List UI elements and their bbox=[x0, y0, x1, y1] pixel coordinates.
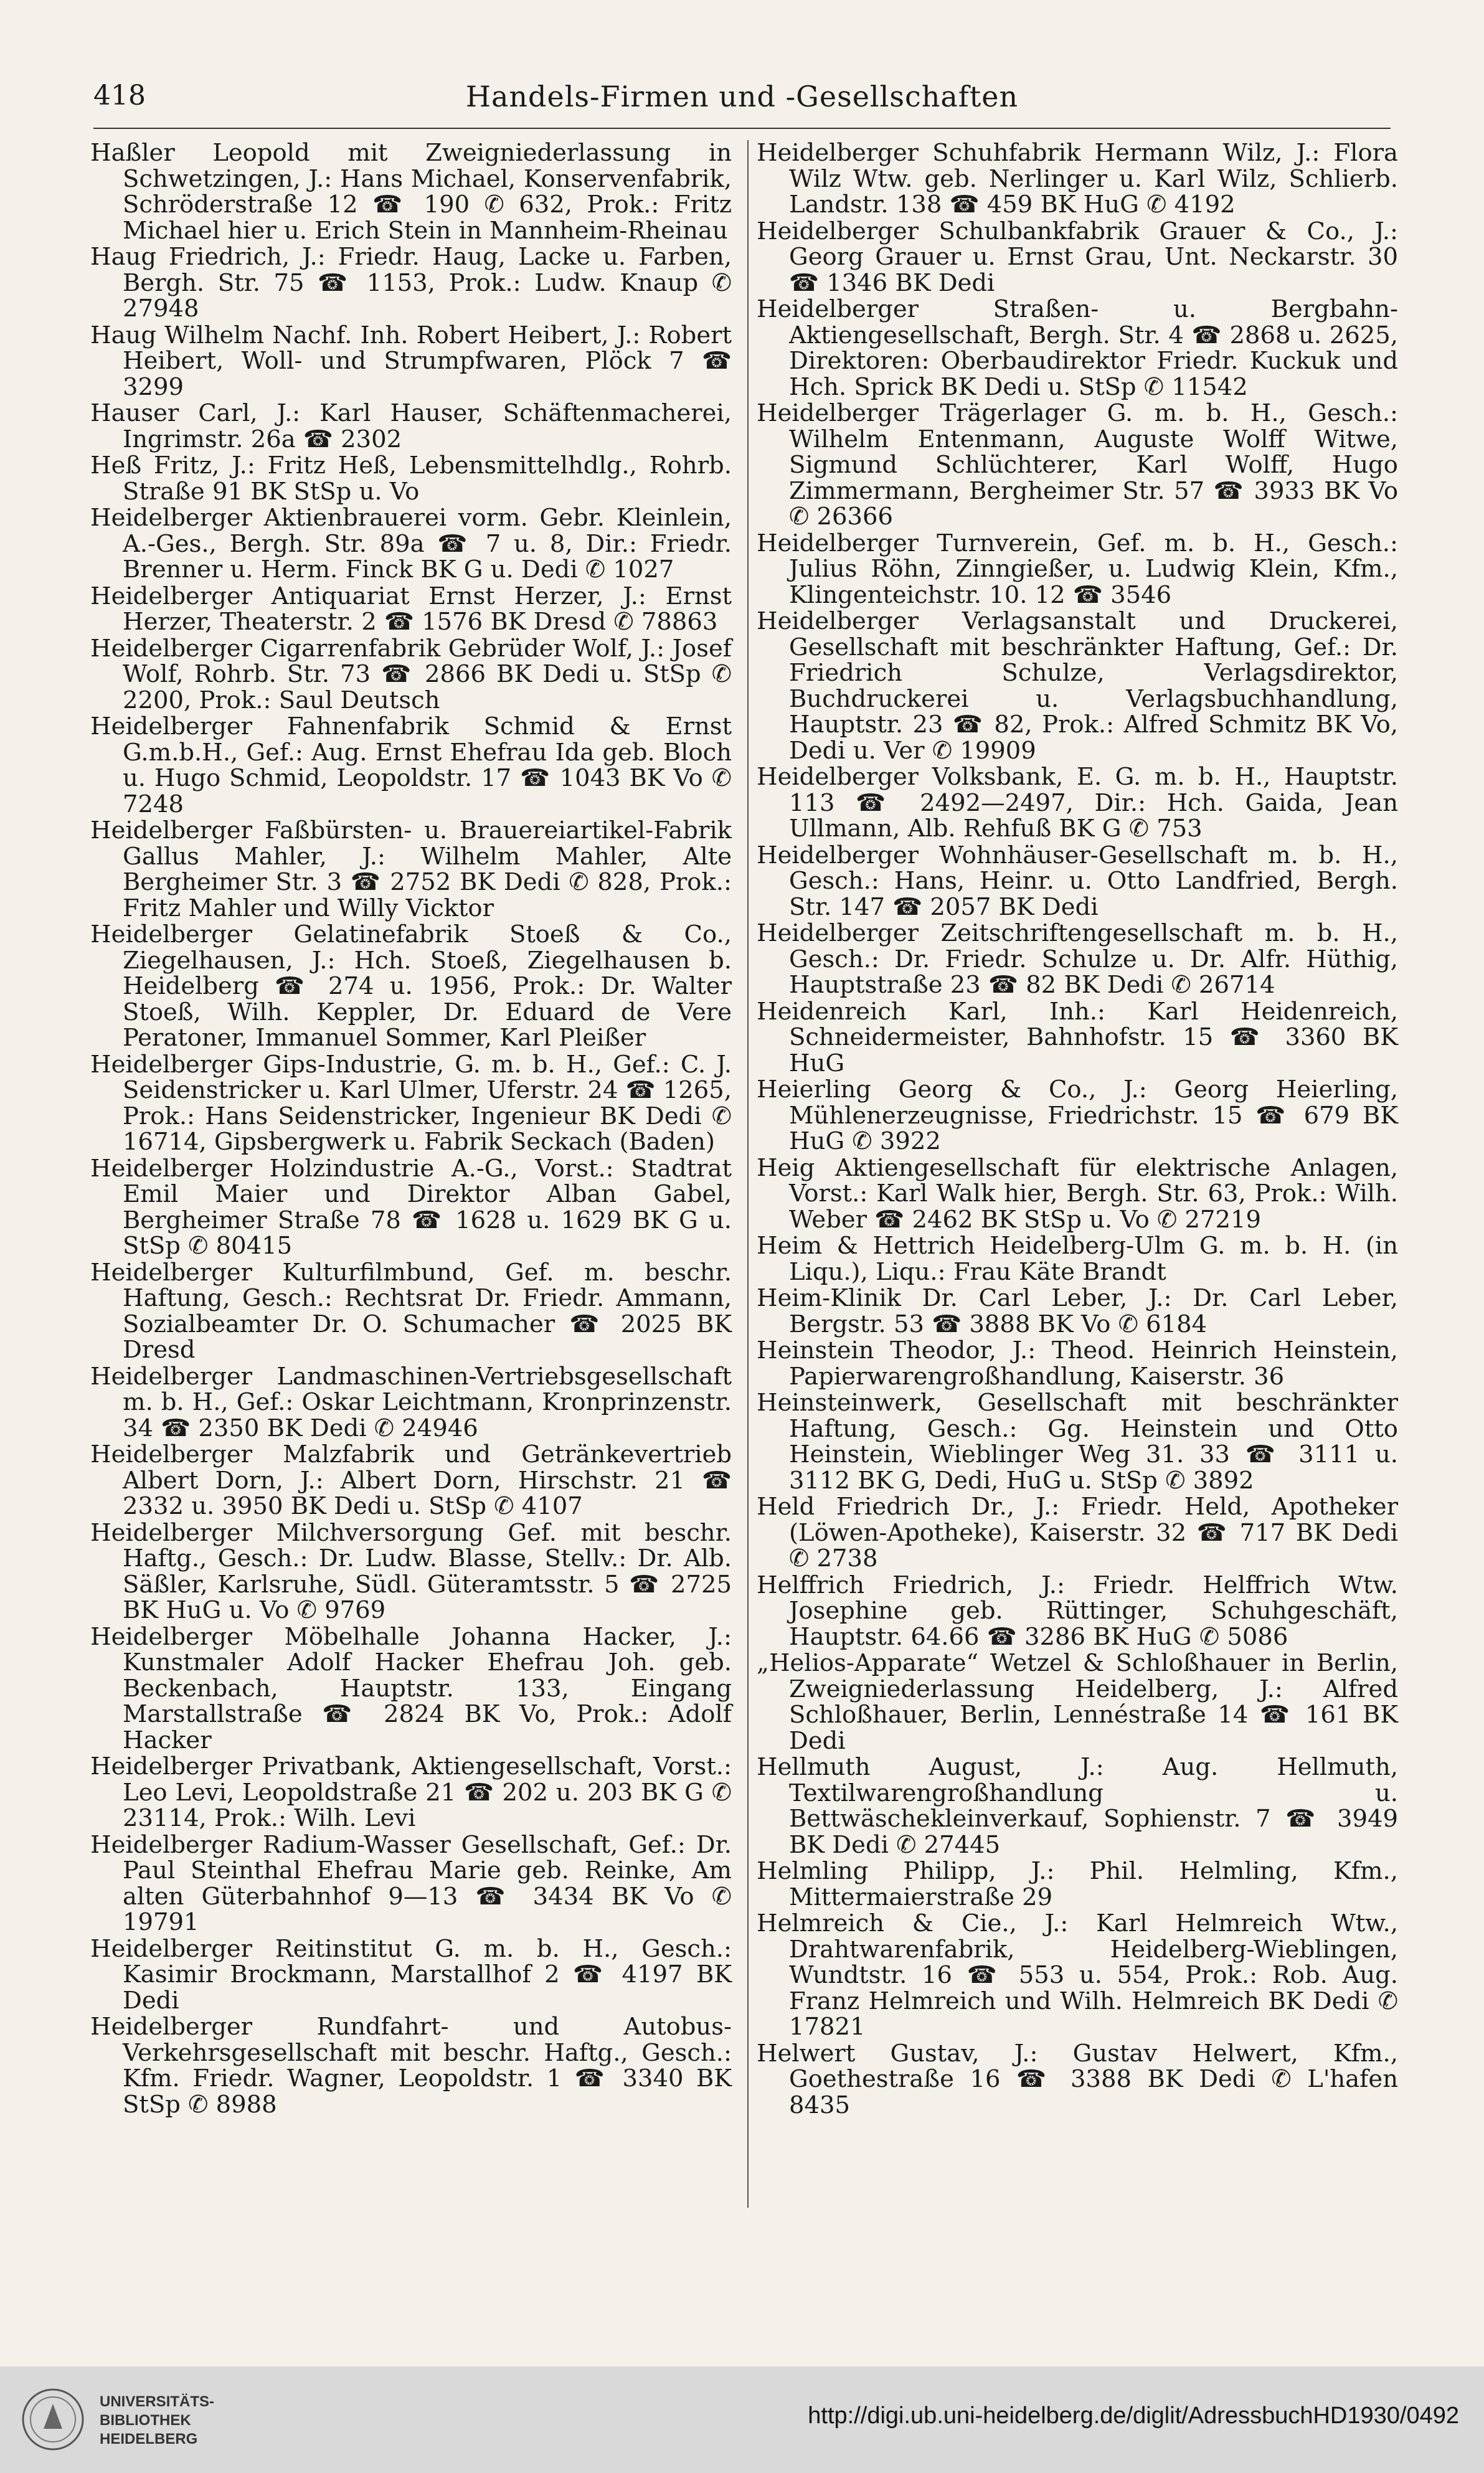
page-number: 418 bbox=[93, 80, 146, 111]
directory-entry: Haug Wilhelm Nachf. Inh. Robert Heibert, J.: Robert Heibert, Woll- und Strumpfwaren, Plöck 7 ☎ 3299 bbox=[90, 321, 732, 401]
directory-entry: Heidelberger Radium-Wasser Gesellschaft, Gef.: Dr. Paul Steinthal Ehefrau Marie geb. Reinke, Am alten Güterbahnhof 9—13 ☎ 3434 BK Vo ✆ 19791 bbox=[90, 1830, 732, 1936]
page-header bbox=[93, 80, 1391, 123]
directory-entry: Heidelberger Rundfahrt- und Autobus-Verkehrsgesellschaft mit beschr. Haftg., Gesch.: Kfm. Friedr. Wagner, Leopoldstr. 1 ☎ 3340 BK StSp ✆ 8988 bbox=[90, 2013, 732, 2119]
directory-entry: Heidelberger Holzindustrie A.-G., Vorst.: Stadtrat Emil Maier und Direktor Alban Gabel, Bergheimer Straße 78 ☎ 1628 u. 1629 BK G u. StSp ✆ 80415 bbox=[90, 1154, 732, 1260]
university-seal-icon bbox=[19, 2385, 93, 2454]
directory-entry: Helwert Gustav, J.: Gustav Helwert, Kfm., Goethestraße 16 ☎ 3388 BK Dedi ✆ L'hafen 8435 bbox=[757, 2039, 1398, 2119]
directory-entry: Held Friedrich Dr., J.: Friedr. Held, Apotheker (Löwen-Apotheke), Kaiserstr. 32 ☎ 717 BK Dedi ✆ 2738 bbox=[757, 1493, 1398, 1572]
column-divider bbox=[747, 140, 749, 2208]
directory-entry: Heig Aktiengesellschaft für elektrische Anlagen, Vorst.: Karl Walk hier, Bergh. Str. 63, Prok.: Wilh. Weber ☎ 2462 BK StSp u. Vo ✆ 27219 bbox=[757, 1153, 1398, 1234]
directory-entry: Heidelberger Schuhfabrik Hermann Wilz, J.: Flora Wilz Wtw. geb. Nerlinger u. Karl Wilz, Schlierb. Landstr. 138 ☎ 459 BK HuG ✆ 4192 bbox=[757, 139, 1398, 219]
directory-entry: Heidelberger Möbelhalle Johanna Hacker, J.: Kunstmaler Adolf Hacker Ehefrau Joh. geb. Beckenbach, Hauptstr. 133, Eingang Marstallstraße ☎ 2824 BK Vo, Prok.: Adolf Hacker bbox=[90, 1622, 732, 1754]
directory-entry: Haug Friedrich, J.: Friedr. Haug, Lacke u. Farben, Bergh. Str. 75 ☎ 1153, Prok.: Ludw. Knaup ✆ 27948 bbox=[90, 243, 732, 323]
directory-entry: Heidelberger Faßbürsten- u. Brauereiartikel-Fabrik Gallus Mahler, J.: Wilhelm Mahler, Alte Bergheimer Str. 3 ☎ 2752 BK Dedi ✆ 828, Prok.: Fritz Mahler und Willy Vicktor bbox=[90, 816, 732, 922]
directory-entry: Heidelberger Schulbankfabrik Grauer & Co., J.: Georg Grauer u. Ernst Grau, Unt. Neckarstr. 30 ☎ 1346 BK Dedi bbox=[757, 217, 1398, 297]
directory-entry: Heidelberger Wohnhäuser-Gesellschaft m. b. H., Gesch.: Hans, Heinr. u. Otto Landfried, Bergh. Str. 147 ☎ 2057 BK Dedi bbox=[757, 841, 1398, 921]
right-column bbox=[757, 140, 1398, 2119]
directory-entry: Heidelberger Aktienbrauerei vorm. Gebr. Kleinlein, A.-Ges., Bergh. Str. 89a ☎ 7 u. 8, Dir.: Friedr. Brenner u. Herm. Finck BK G u. Dedi ✆ 1027 bbox=[90, 504, 732, 584]
directory-entry: Heidelberger Zeitschriftengesellschaft m. b. H., Gesch.: Dr. Friedr. Schulze u. Dr. Alfr. Hüthig, Hauptstraße 23 ☎ 82 BK Dedi ✆ 26714 bbox=[757, 919, 1398, 999]
directory-entry: Helmling Philipp, J.: Phil. Helmling, Kfm., Mittermaierstraße 29 bbox=[757, 1857, 1398, 1911]
directory-entry: Heidelberger Verlagsanstalt und Druckerei, Gesellschaft mit beschränkter Haftung, Gef.: Dr. Friedrich Schulze, Verlagsdirektor, Buchdruckerei u. Verlagsbuchhandlung, Hauptstr. 23 ☎ 82, Prok.: Alfred Schmitz BK Vo, Dedi u. Ver ✆ 19909 bbox=[757, 607, 1398, 765]
directory-entry: Heierling Georg & Co., J.: Georg Heierling, Mühlenerzeugnisse, Friedrichstr. 15 ☎ 679 BK HuG ✆ 3922 bbox=[757, 1076, 1398, 1155]
directory-entry: Hellmuth August, J.: Aug. Hellmuth, Textilwarengroßhandlung u. Bettwäschekleinverkauf, Sophienstr. 7 ☎ 3949 BK Dedi ✆ 27445 bbox=[757, 1753, 1398, 1859]
directory-entry: Heinsteinwerk, Gesellschaft mit beschränkter Haftung, Gesch.: Gg. Heinstein und Otto Heinstein, Wieblinger Weg 31. 33 ☎ 3111 u. 3112 BK G, Dedi, HuG u. StSp ✆ 3892 bbox=[757, 1389, 1398, 1495]
directory-entry: Helffrich Friedrich, J.: Friedr. Helffrich Wtw. Josephine geb. Rüttinger, Schuhgeschäft, Hauptstr. 64.66 ☎ 3286 BK HuG ✆ 5086 bbox=[757, 1571, 1398, 1651]
directory-entry: Helmreich & Cie., J.: Karl Helmreich Wtw., Drahtwarenfabrik, Heidelberg-Wieblingen, Wundtstr. 16 ☎ 553 u. 554, Prok.: Rob. Aug. Franz Helmreich und Wilh. Helmreich BK Dedi ✆ 17821 bbox=[757, 1909, 1398, 2041]
directory-entry: „Helios-Apparate“ Wetzel & Schloßhauer in Berlin, Zweigniederlassung Heidelberg, J.: Alfred Schloßhauer, Berlin, Lennéstraße 14 ☎ 161 BK Dedi bbox=[757, 1649, 1398, 1755]
directory-entry: Heidelberger Gelatinefabrik Stoeß & Co., Ziegelhausen, J.: Hch. Stoeß, Ziegelhausen b. Heidelberg ☎ 274 u. 1956, Prok.: Dr. Walter Stoeß, Wilh. Keppler, Dr. Eduard de Vere Peratoner, Immanuel Sommer, Karl Pleißer bbox=[90, 920, 732, 1052]
directory-entry: Heinstein Theodor, J.: Theod. Heinrich Heinstein, Papierwarengroßhandlung, Kaiserstr. 36 bbox=[757, 1336, 1398, 1391]
directory-entry: Heidelberger Straßen- u. Bergbahn-Aktiengesellschaft, Bergh. Str. 4 ☎ 2868 u. 2625, Direktoren: Oberbaudirektor Friedr. Kuckuk und Hch. Sprick BK Dedi u. StSp ✆ 11542 bbox=[757, 295, 1398, 401]
directory-entry: Heidelberger Volksbank, E. G. m. b. H., Hauptstr. 113 ☎ 2492—2497, Dir.: Hch. Gaida, Jean Ullmann, Alb. Rehfuß BK G ✆ 753 bbox=[757, 763, 1398, 843]
directory-entry: Heidelberger Malzfabrik und Getränkevertrieb Albert Dorn, J.: Albert Dorn, Hirschstr. 21 ☎ 2332 u. 3950 BK Dedi u. StSp ✆ 4107 bbox=[90, 1440, 732, 1520]
directory-entry: Heidelberger Cigarrenfabrik Gebrüder Wolf, J.: Josef Wolf, Rohrb. Str. 73 ☎ 2866 BK Dedi u. StSp ✆ 2200, Prok.: Saul Deutsch bbox=[90, 634, 732, 714]
page-title: Handels-Firmen und -Gesellschaften bbox=[465, 80, 1019, 113]
header-rule bbox=[93, 128, 1391, 129]
directory-entry: Heidelberger Kulturfilmbund, Gef. m. beschr. Haftung, Gesch.: Rechtsrat Dr. Friedr. Ammann, Sozialbeamter Dr. O. Schumacher ☎ 2025 BK Dresd bbox=[90, 1258, 732, 1364]
directory-entry: Haßler Leopold mit Zweigniederlassung in Schwetzingen, J.: Hans Michael, Konservenfabrik, Schröderstraße 12 ☎ 190 ✆ 632, Prok.: Fritz Michael hier u. Erich Stein in Mannheim-Rheinau bbox=[90, 139, 732, 245]
directory-entry: Heidelberger Milchversorgung Gef. mit beschr. Haftg., Gesch.: Dr. Ludw. Blasse, Stellv.: Dr. Alb. Säßler, Karlsruhe, Südl. Güteramtsstr. 5 ☎ 2725 BK HuG u. Vo ✆ 9769 bbox=[90, 1518, 732, 1624]
directory-entry: Heim & Hettrich Heidelberg-Ulm G. m. b. H. (in Liqu.), Liqu.: Frau Käte Brandt bbox=[757, 1232, 1398, 1286]
logo-line-2: BIBLIOTHEK bbox=[100, 2412, 191, 2429]
directory-entry: Heidelberger Privatbank, Aktiengesellschaft, Vorst.: Leo Levi, Leopoldstraße 21 ☎ 202 u. 203 BK G ✆ 23114, Prok.: Wilh. Levi bbox=[90, 1752, 732, 1832]
directory-entry: Heidelberger Turnverein, Gef. m. b. H., Gesch.: Julius Röhn, Zinngießer, u. Ludwig Klein, Kfm., Klingenteichstr. 10. 12 ☎ 3546 bbox=[757, 529, 1398, 609]
footer-bar bbox=[0, 2367, 1484, 2473]
directory-entry: Heidelberger Landmaschinen-Vertriebsgesellschaft m. b. H., Gef.: Oskar Leichtmann, Kronprinzenstr. 34 ☎ 2350 BK Dedi ✆ 24946 bbox=[90, 1362, 732, 1442]
left-column bbox=[90, 140, 732, 2118]
source-url-link[interactable]: http://digi.ub.uni-heidelberg.de/diglit/AdressbuchHD1930/0492 bbox=[808, 2403, 1459, 2429]
directory-entry: Heidelberger Reitinstitut G. m. b. H., Gesch.: Kasimir Brockmann, Marstallhof 2 ☎ 4197 BK Dedi bbox=[90, 1934, 732, 2015]
directory-entry: Heim-Klinik Dr. Carl Leber, J.: Dr. Carl Leber, Bergstr. 53 ☎ 3888 BK Vo ✆ 6184 bbox=[757, 1284, 1398, 1338]
directory-entry: Heidelberger Antiquariat Ernst Herzer, J.: Ernst Herzer, Theaterstr. 2 ☎ 1576 BK Dresd ✆ 78863 bbox=[90, 582, 732, 636]
library-logo-text bbox=[100, 2393, 214, 2449]
directory-entry: Heidelberger Trägerlager G. m. b. H., Gesch.: Wilhelm Entenmann, Auguste Wolff Witwe, Sigmund Schlüchterer, Karl Wolff, Hugo Zimmermann, Bergheimer Str. 57 ☎ 3933 BK Vo ✆ 26366 bbox=[757, 399, 1398, 531]
directory-entry: Heidelberger Gips-Industrie, G. m. b. H., Gef.: C. J. Seidenstricker u. Karl Ulmer, Uferstr. 24 ☎ 1265, Prok.: Hans Seidenstricker, Ingenieur BK Dedi ✆ 16714, Gipsbergwerk u. Fabrik Seckach (Baden) bbox=[90, 1050, 732, 1156]
directory-entry: Hauser Carl, J.: Karl Hauser, Schäftenmacherei, Ingrimstr. 26a ☎ 2302 bbox=[90, 399, 732, 453]
logo-line-3: HEIDELBERG bbox=[100, 2431, 198, 2447]
logo-line-1: UNIVERSITÄTS- bbox=[100, 2393, 215, 2410]
directory-entry: Heidelberger Fahnenfabrik Schmid & Ernst G.m.b.H., Gef.: Aug. Ernst Ehefrau Ida geb. Bloch u. Hugo Schmid, Leopoldstr. 17 ☎ 1043 BK Vo ✆ 7248 bbox=[90, 712, 732, 818]
directory-entry: Heidenreich Karl, Inh.: Karl Heidenreich, Schneidermeister, Bahnhofstr. 15 ☎ 3360 BK HuG bbox=[757, 997, 1398, 1077]
directory-entry: Heß Fritz, J.: Fritz Heß, Lebensmittelhdlg., Rohrb. Straße 91 BK StSp u. Vo bbox=[90, 452, 732, 506]
